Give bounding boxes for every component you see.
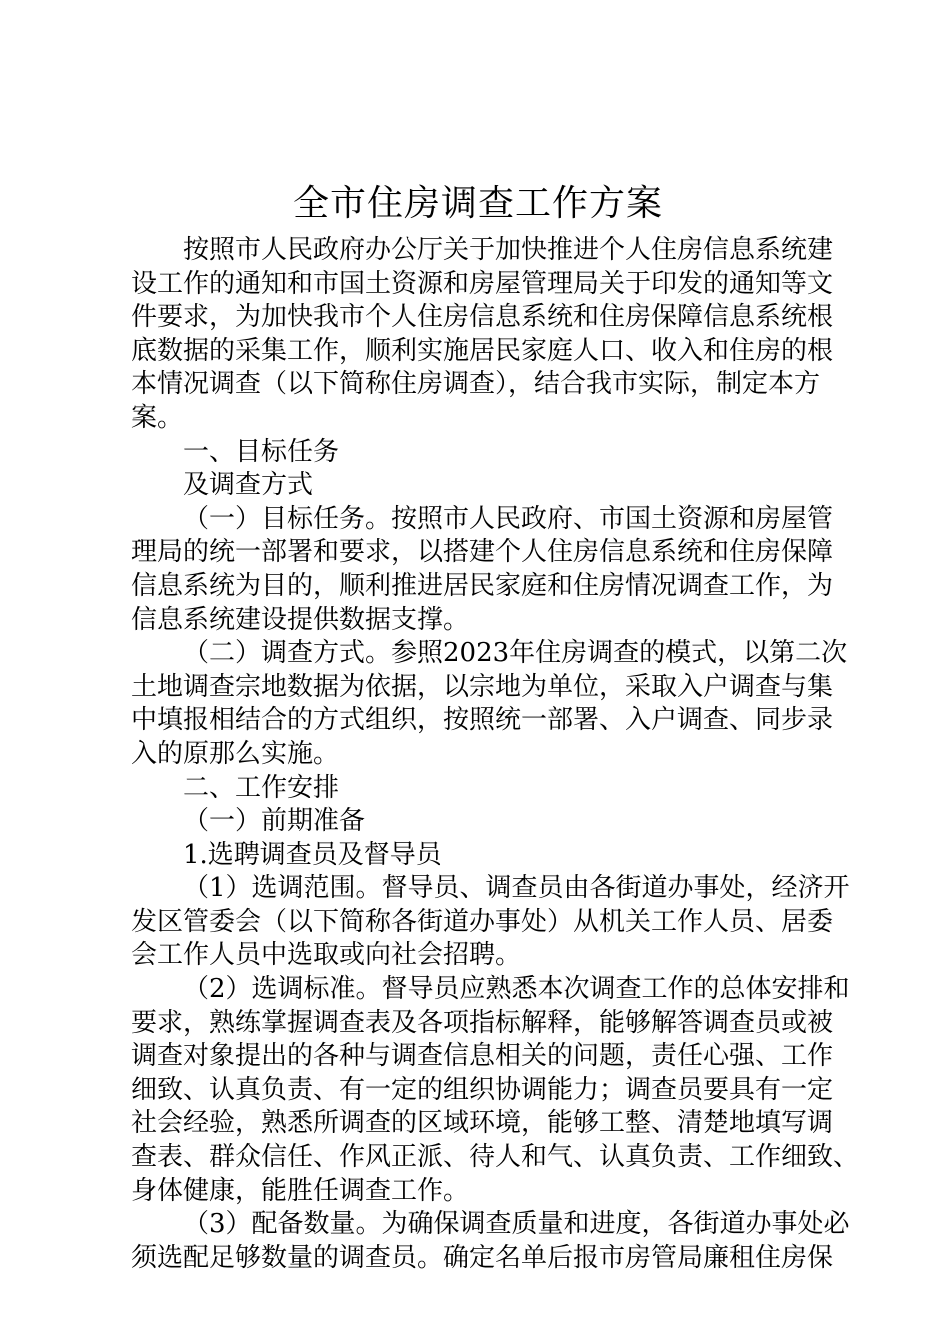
text-line: 件要求，为加快我市个人住房信息系统和住房保障信息系统根 — [131, 302, 834, 333]
text-line: 及调查方式 — [183, 470, 314, 501]
text-line: （一）目标任务。按照市人民政府、市国土资源和房屋管 — [183, 503, 834, 534]
text-line: 一、目标任务 — [183, 436, 340, 467]
text-line: 案。 — [131, 402, 184, 433]
text-line: （一）前期准备 — [183, 806, 366, 837]
text-line: 设工作的通知和市国土资源和房屋管理局关于印发的通知等文 — [131, 268, 834, 299]
text-line: 查表、群众信任、作风正派、待人和气、认真负责、工作细致、 — [131, 1142, 860, 1173]
paragraph — [131, 839, 831, 873]
paragraph — [131, 637, 848, 771]
text-line: （二）调查方式。参照2023年住房调查的模式，以第二次 — [183, 638, 848, 669]
text-line: 本情况调查（以下简称住房调查），结合我市实际，制定本方 — [131, 369, 821, 400]
text-line: （1）选调范围。督导员、调查员由各街道办事处，经济开 — [183, 873, 850, 904]
document-body — [131, 234, 860, 1275]
paragraph — [131, 503, 834, 637]
text-line: 土地调查宗地数据为依据，以宗地为单位，采取入户调查与集 — [131, 671, 834, 702]
text-line: 会工作人员中选取或向社会招聘。 — [131, 940, 522, 971]
text-line: 身体健康，能胜任调查工作。 — [131, 1175, 470, 1206]
paragraph — [131, 805, 831, 839]
text-line: 信息系统为目的，顺利推进居民家庭和住房情况调查工作，为 — [131, 570, 834, 601]
paragraph — [131, 1208, 850, 1275]
text-line: 信息系统建设提供数据支撑。 — [131, 604, 470, 635]
paragraph — [131, 772, 831, 806]
text-line: 发区管委会（以下简称各街道办事处）从机关工作人员、居委 — [131, 906, 834, 937]
text-line: （3）配备数量。为确保调查质量和进度，各街道办事处必 — [183, 1209, 850, 1240]
text-line: 社会经验，熟悉所调查的区域环境，能够工整、清楚地填写调 — [131, 1108, 834, 1139]
paragraph — [131, 234, 834, 436]
text-line: 二、工作安排 — [183, 772, 340, 803]
paragraph — [131, 973, 860, 1208]
text-line: （2）选调标准。督导员应熟悉本次调查工作的总体安排和 — [183, 974, 850, 1005]
text-line: 中填报相结合的方式组织，按照统一部署、入户调查、同步录 — [131, 705, 834, 736]
text-line: 1.选聘调查员及督导员 — [183, 839, 442, 870]
text-line: 入的原那么实施。 — [131, 738, 340, 769]
text-line: 须选配足够数量的调查员。确定名单后报市房管局廉租住房保 — [131, 1242, 834, 1273]
text-line: 要求，熟练掌握调查表及各项指标解释，能够解答调查员或被 — [131, 1007, 834, 1038]
paragraph — [131, 469, 831, 503]
paragraph — [131, 436, 831, 470]
text-line: 按照市人民政府办公厅关于加快推进个人住房信息系统建 — [183, 235, 834, 265]
paragraph — [131, 872, 850, 973]
text-line: 底数据的采集工作，顺利实施居民家庭人口、收入和住房的根 — [131, 335, 834, 366]
text-line: 理局的统一部署和要求，以搭建个人住房信息系统和住房保障 — [131, 537, 834, 568]
document-title: 全市住房调查工作方案 — [292, 183, 663, 224]
text-line: 调查对象提出的各种与调查信息相关的问题，责任心强、工作 — [131, 1041, 834, 1072]
text-line: 细致、认真负责、有一定的组织协调能力；调查员要具有一定 — [131, 1074, 834, 1105]
